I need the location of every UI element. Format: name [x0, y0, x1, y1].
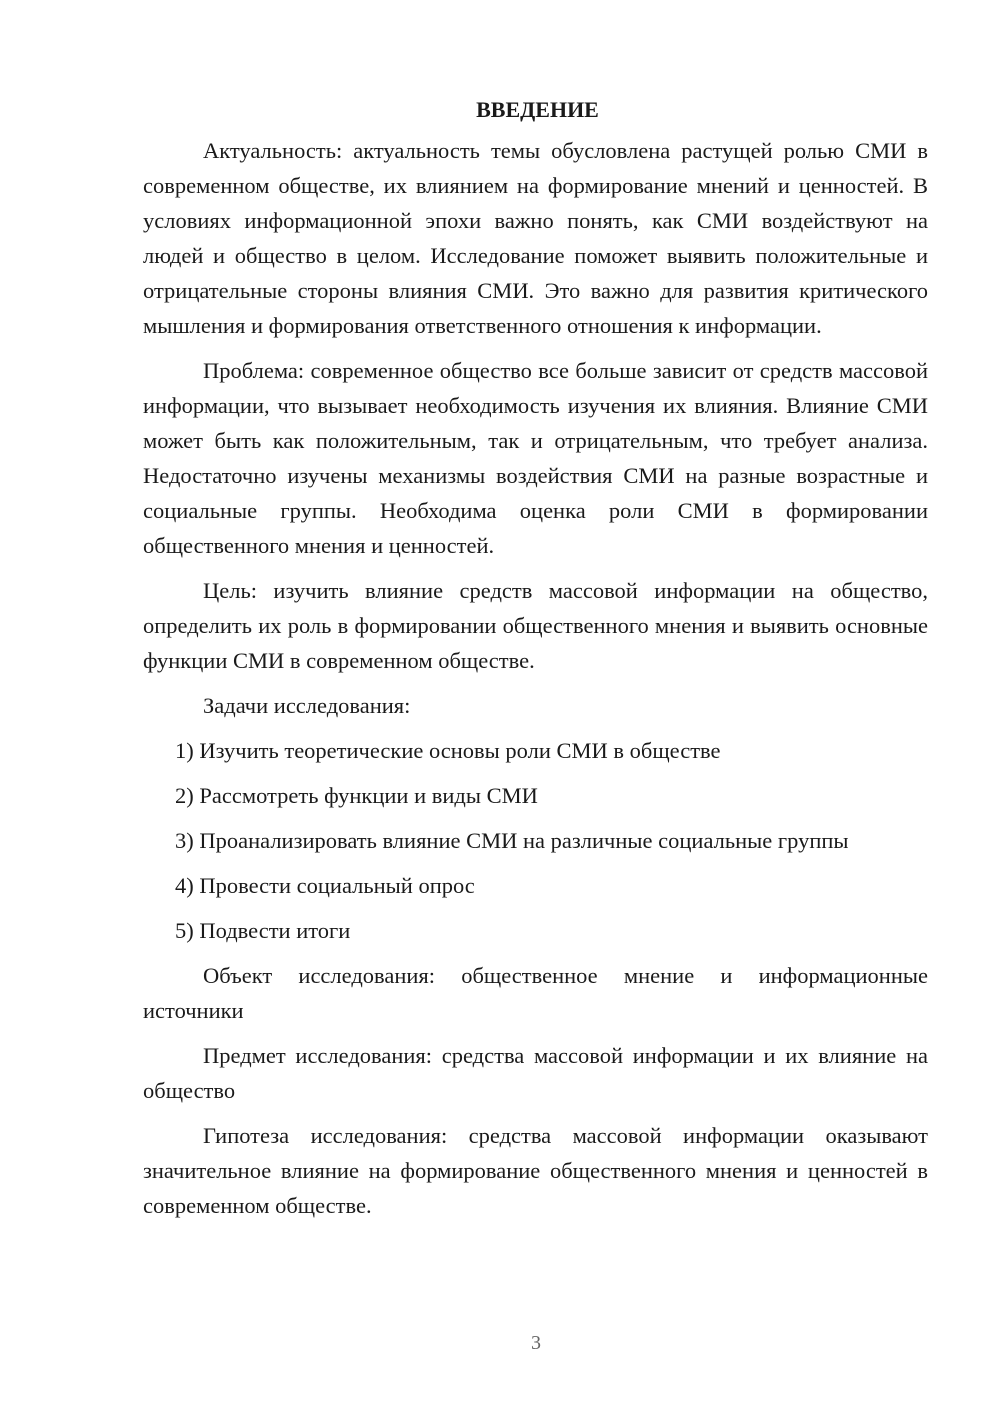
task-item: 5) Подвести итоги	[175, 918, 351, 943]
section-title: ВВЕДЕНИЕ	[476, 97, 599, 122]
problem-paragraph: Проблема: современное общество все больше зависит от средств массовой информации, что вызывает необходимость изучения их влияния. Влияние СМИ может быть как положительным, так и отрицательным, что требует анализа. Недостаточно изучены механизмы воздействия СМИ на разные возрастные и социальные группы. Необходима оценка роли СМИ в формировании общественного мнения и ценностей.	[143, 358, 928, 558]
subject-paragraph: Предмет исследования: средства массовой информации и их влияние на общество	[143, 1043, 928, 1103]
object-paragraph: Объект исследования: общественное мнение и информационные источники	[143, 963, 928, 1023]
task-item: 4) Провести социальный опрос	[175, 873, 475, 898]
tasks-heading: Задачи исследования:	[203, 693, 411, 718]
tasks-list	[143, 733, 928, 948]
page-number: 3	[531, 1332, 541, 1354]
hypothesis-paragraph: Гипотеза исследования: средства массовой информации оказывают значительное влияние на формирование общественного мнения и ценностей в современном обществе.	[143, 1123, 928, 1218]
document-body	[143, 92, 928, 1233]
task-item: 3) Проанализировать влияние СМИ на различные социальные группы	[175, 828, 849, 853]
goal-paragraph: Цель: изучить влияние средств массовой информации на общество, определить их роль в формировании общественного мнения и выявить основные функции СМИ в современном обществе.	[143, 578, 928, 673]
task-item: 1) Изучить теоретические основы роли СМИ в обществе	[175, 738, 721, 763]
task-item: 2) Рассмотреть функции и виды СМИ	[175, 783, 538, 808]
relevance-paragraph: Актуальность: актуальность темы обусловлена растущей ролью СМИ в современном обществе, их влиянием на формирование мнений и ценностей. В условиях информационной эпохи важно понять, как СМИ воздействуют на людей и общество в целом. Исследование поможет выявить положительные и отрицательные стороны влияния СМИ. Это важно для развития критического мышления и формирования ответственного отношения к информации.	[143, 138, 928, 338]
